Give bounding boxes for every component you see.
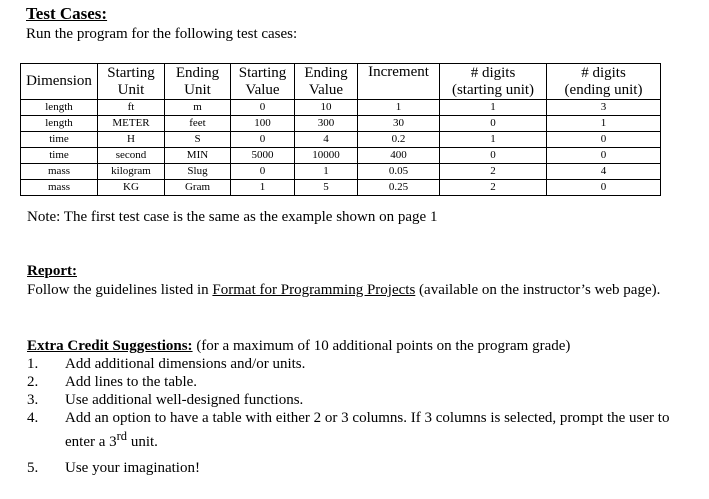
cell-digits-starting: 1 [440, 100, 547, 116]
table-note: Note: The first test case is the same as the example shown on page 1 [27, 209, 438, 225]
cell-increment: 400 [358, 148, 440, 164]
cell-ending-unit: m [165, 100, 231, 116]
document-body [26, 4, 686, 44]
cell-ending-unit: feet [165, 116, 231, 132]
cell-digits-ending: 0 [547, 148, 661, 164]
cell-starting-value: 1 [231, 180, 295, 196]
cell-starting-value: 0 [231, 132, 295, 148]
header-starting-value: Starting Value [231, 64, 295, 100]
test-cases-intro: Run the program for the following test cases: [26, 26, 298, 42]
extra-credit-heading: Extra Credit Suggestions: [27, 338, 193, 354]
cell-dimension: time [21, 148, 98, 164]
cell-increment: 30 [358, 116, 440, 132]
report-text: Follow the guidelines listed in Format for Programming Projects (available on the instructor’s web page). [27, 282, 661, 298]
header-ending-value: Ending Value [295, 64, 358, 100]
cell-digits-ending: 1 [547, 116, 661, 132]
table-row [21, 100, 661, 116]
cell-increment: 0.2 [358, 132, 440, 148]
cell-dimension: length [21, 116, 98, 132]
header-ending-unit: Ending Unit [165, 64, 231, 100]
list-item: 2. Add lines to the table. [27, 374, 198, 390]
cell-dimension: mass [21, 164, 98, 180]
cell-ending-value: 1 [295, 164, 358, 180]
table-row [21, 164, 661, 180]
cell-increment: 1 [358, 100, 440, 116]
cell-digits-starting: 1 [440, 132, 547, 148]
cell-ending-value: 5 [295, 180, 358, 196]
header-starting-unit: Starting Unit [98, 64, 165, 100]
header-digits-ending: # digits (ending unit) [547, 64, 661, 100]
cell-starting-unit: ft [98, 100, 165, 116]
cell-starting-unit: kilogram [98, 164, 165, 180]
test-cases-heading: Test Cases: [26, 4, 108, 23]
table-row [21, 132, 661, 148]
table-row [21, 180, 661, 196]
format-guidelines-link[interactable]: Format for Programming Projects [212, 282, 416, 298]
header-dimension: Dimension [21, 64, 98, 100]
cell-dimension: time [21, 132, 98, 148]
list-item: 4. Add an option to have a table with either 2 or 3 columns. If 3 columns is selected, prompt the user to enter a 3rd unit. [27, 410, 670, 450]
cell-digits-starting: 0 [440, 116, 547, 132]
cell-starting-unit: second [98, 148, 165, 164]
cell-starting-value: 5000 [231, 148, 295, 164]
report-heading: Report: [27, 263, 77, 279]
cell-ending-unit: Gram [165, 180, 231, 196]
cell-ending-value: 10000 [295, 148, 358, 164]
cell-starting-value: 100 [231, 116, 295, 132]
cell-digits-ending: 0 [547, 132, 661, 148]
cell-digits-starting: 2 [440, 180, 547, 196]
cell-digits-ending: 4 [547, 164, 661, 180]
list-item: 1. Add additional dimensions and/or units. [27, 356, 306, 372]
cell-ending-unit: Slug [165, 164, 231, 180]
cell-digits-starting: 0 [440, 148, 547, 164]
report-section [27, 262, 677, 300]
cell-digits-ending: 0 [547, 180, 661, 196]
cell-starting-value: 0 [231, 164, 295, 180]
cell-increment: 0.25 [358, 180, 440, 196]
header-digits-starting: # digits (starting unit) [440, 64, 547, 100]
cell-increment: 0.05 [358, 164, 440, 180]
suggestion-list [27, 355, 687, 477]
cell-ending-value: 10 [295, 100, 358, 116]
cell-ending-value: 4 [295, 132, 358, 148]
cell-dimension: length [21, 100, 98, 116]
cell-dimension: mass [21, 180, 98, 196]
cell-starting-unit: H [98, 132, 165, 148]
test-cases-table [20, 63, 661, 196]
cell-digits-starting: 2 [440, 164, 547, 180]
table-header-row [21, 64, 661, 100]
list-item: 5. Use your imagination! [27, 460, 200, 476]
cell-digits-ending: 3 [547, 100, 661, 116]
extra-credit-intro: (for a maximum of 10 additional points on the program grade) [192, 338, 571, 354]
extra-credit-header [27, 337, 687, 355]
list-item: 3. Use additional well-designed functions. [27, 392, 304, 408]
table-row [21, 148, 661, 164]
header-increment: Increment [358, 64, 440, 100]
extra-credit-section [27, 337, 687, 477]
cell-starting-unit: KG [98, 180, 165, 196]
cell-ending-unit: S [165, 132, 231, 148]
cell-starting-unit: METER [98, 116, 165, 132]
cell-ending-value: 300 [295, 116, 358, 132]
table-row [21, 116, 661, 132]
cell-starting-value: 0 [231, 100, 295, 116]
cell-ending-unit: MIN [165, 148, 231, 164]
